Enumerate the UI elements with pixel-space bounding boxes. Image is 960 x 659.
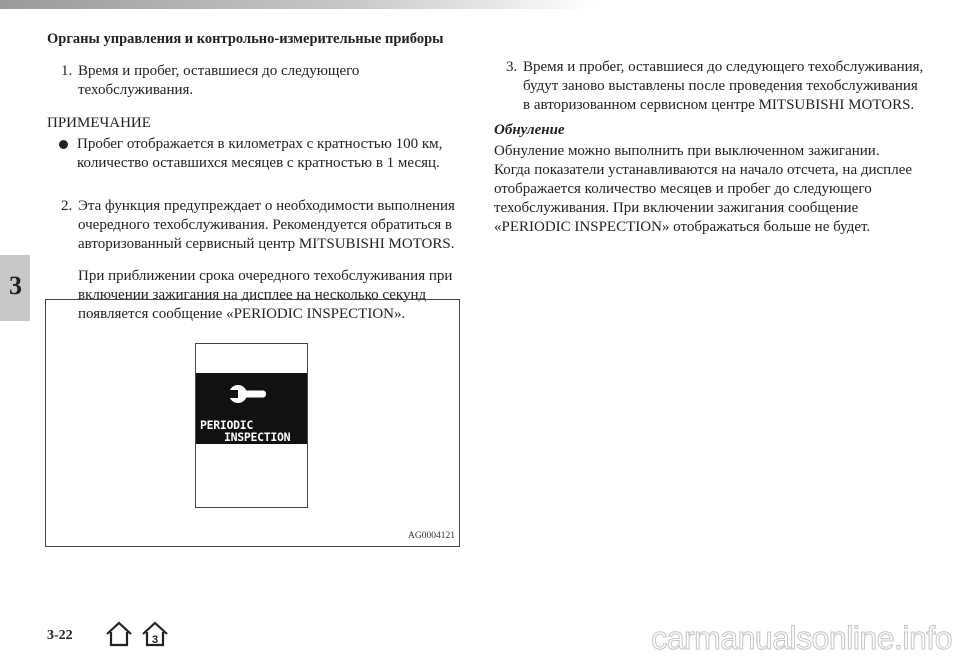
list-item-3 [506,58,924,115]
reset-text-1: Обнуление можно выполнить при выключенном зажигании. [494,143,880,159]
reset-text-2: Когда показатели устанавливаются на начало отсчета, на дисплее отображается количество месяцев и пробег до следующего техобслуживания. При включении зажигания сообщение «PERIODIC INSPECTION» отображаться больше не будет. [494,162,913,235]
note-text: Пробег отображается в километрах с кратностью 100 км, количество оставшихся месяцев с кратностью в 1 месяц. [77,136,443,171]
figure-code: AG0004121 [408,531,455,541]
item-number: 1. [61,63,73,79]
item-paragraph: При приближении срока очередного техобслуживания при включении зажигания на дисплее на несколько секунд появляется сообщение «PERIODIC INSPECTION». [78,268,453,322]
note-title: ПРИМЕЧАНИЕ [47,115,151,131]
display-text-line1: PERIODIC [200,418,253,432]
reset-title: Обнуление [494,122,565,138]
page-header: Органы управления и контрольно-измерительные приборы [47,31,444,47]
item-number: 3. [506,59,518,75]
chapter-home-icon[interactable] [140,621,170,647]
item-text: Эта функция предупреждает о необходимости выполнения очередного техобслуживания. Рекомендуется обратиться в авторизованный сервисный центр MITSUBISHI MOTORS. [78,198,455,252]
left-column [47,62,467,324]
top-decor-bar [0,0,600,9]
info-display [195,343,308,508]
watermark: carmanualsonline.info [651,620,952,656]
right-column [494,58,924,237]
figure-box [45,299,460,547]
chapter-tab [0,255,30,321]
item-number: 2. [61,198,73,214]
page-number: 3-22 [47,628,73,643]
home-icon[interactable] [104,621,134,647]
display-screen [196,373,307,444]
item-text: Время и пробег, оставшиеся до следующего техобслуживания. [78,63,360,98]
chapter-number: 3 [9,271,22,300]
bullet-icon [57,135,77,173]
display-text-line2: INSPECTION [224,430,291,444]
nav-icons [104,621,170,647]
wrench-icon [228,381,268,411]
chapter-home-badge: 3 [151,634,159,646]
item-text: Время и пробег, оставшиеся до следующего техобслуживания, будут заново выставлены после проведения техобслуживания в авторизованном сервисном центре MITSUBISHI MOTORS. [523,59,924,113]
list-item-1 [61,62,467,100]
note-item [57,135,467,173]
